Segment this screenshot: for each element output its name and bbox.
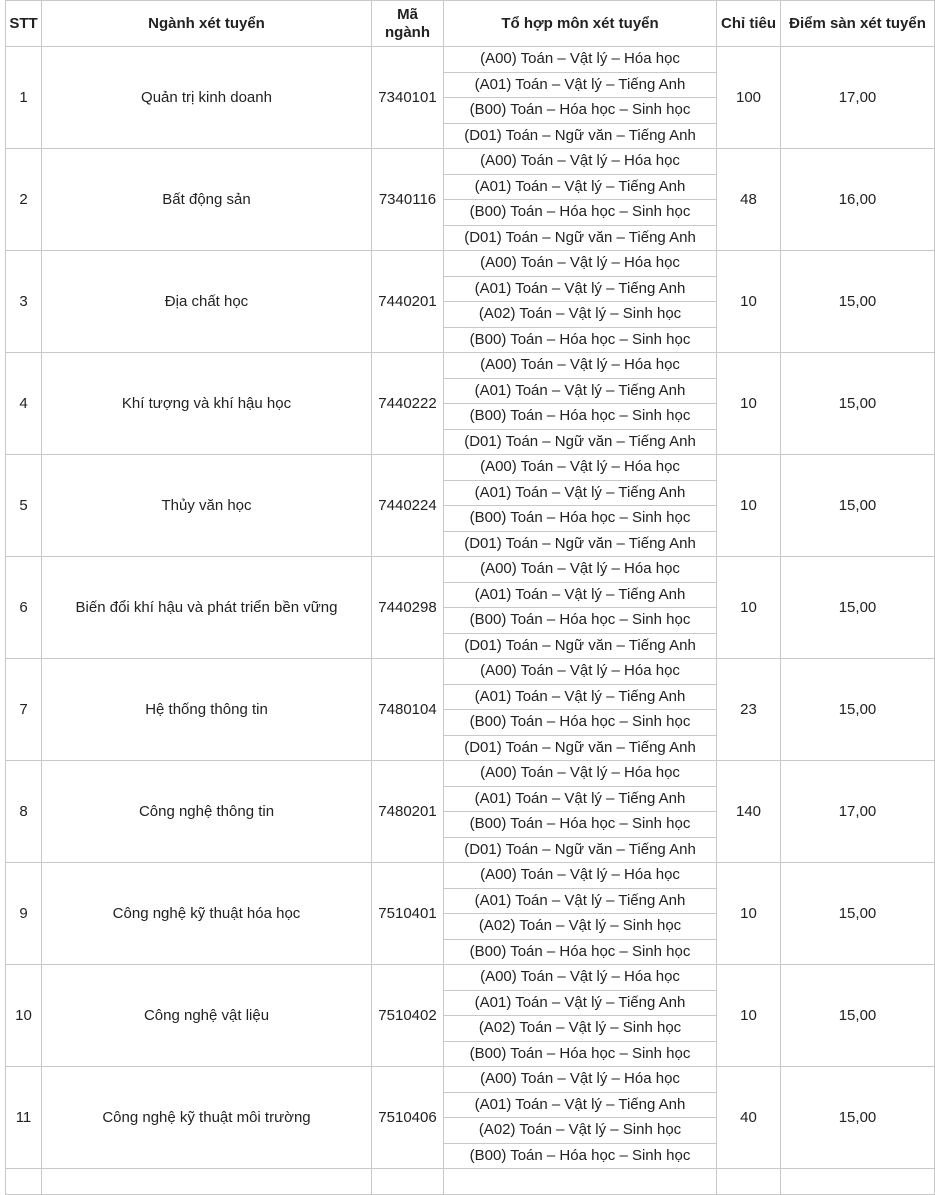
cell-min-score: 15,00 [781, 353, 935, 455]
cell-major-name: Công nghệ kỹ thuật hóa học [42, 863, 372, 965]
header-min-score: Điểm sàn xét tuyển [781, 1, 935, 47]
cell-major-name: Hệ thống thông tin [42, 659, 372, 761]
cell-combination: (B00) Toán – Hóa học – Sinh học [444, 506, 717, 532]
cell-combination: (A00) Toán – Vật lý – Hóa học [444, 47, 717, 73]
cell-combination: (A00) Toán – Vật lý – Hóa học [444, 149, 717, 175]
header-major: Ngành xét tuyển [42, 1, 372, 47]
table-body [6, 47, 935, 1195]
cell-major-code: 7440298 [372, 557, 444, 659]
cell-combination: (A00) Toán – Vật lý – Hóa học [444, 659, 717, 685]
cell-major-code: 7480201 [372, 761, 444, 863]
cell-stt: 10 [6, 965, 42, 1067]
cell-combination: (B00) Toán – Hóa học – Sinh học [444, 98, 717, 124]
cell-stt: 7 [6, 659, 42, 761]
cell-combination: (B00) Toán – Hóa học – Sinh học [444, 608, 717, 634]
table-row [6, 557, 935, 583]
cell-combination: (A01) Toán – Vật lý – Tiếng Anh [444, 990, 717, 1016]
cell-quota: 10 [717, 251, 781, 353]
cell-quota: 10 [717, 353, 781, 455]
cell-combination: (B00) Toán – Hóa học – Sinh học [444, 327, 717, 353]
cell-major-code: 7510406 [372, 1067, 444, 1169]
table-row [6, 965, 935, 991]
table-row [6, 47, 935, 73]
cell-major-code: 7510402 [372, 965, 444, 1067]
cell-major-name: Công nghệ kỹ thuật môi trường [42, 1067, 372, 1169]
cell-empty [781, 1169, 935, 1195]
cell-combination: (B00) Toán – Hóa học – Sinh học [444, 939, 717, 965]
cell-combination: (D01) Toán – Ngữ văn – Tiếng Anh [444, 429, 717, 455]
cell-quota: 10 [717, 863, 781, 965]
table-row [6, 659, 935, 685]
cell-combination: (A01) Toán – Vật lý – Tiếng Anh [444, 786, 717, 812]
cell-combination: (A01) Toán – Vật lý – Tiếng Anh [444, 174, 717, 200]
cell-quota: 48 [717, 149, 781, 251]
cell-combination: (D01) Toán – Ngữ văn – Tiếng Anh [444, 123, 717, 149]
cell-min-score: 15,00 [781, 659, 935, 761]
cell-combination: (D01) Toán – Ngữ văn – Tiếng Anh [444, 531, 717, 557]
cell-min-score: 17,00 [781, 761, 935, 863]
cell-combination: (B00) Toán – Hóa học – Sinh học [444, 1143, 717, 1169]
header-row [6, 1, 935, 47]
cell-combination: (D01) Toán – Ngữ văn – Tiếng Anh [444, 735, 717, 761]
cell-combination: (A02) Toán – Vật lý – Sinh học [444, 1118, 717, 1144]
table-row [6, 353, 935, 379]
table-row [6, 455, 935, 481]
cell-empty [372, 1169, 444, 1195]
cell-major-name: Khí tượng và khí hậu học [42, 353, 372, 455]
cell-combination: (A00) Toán – Vật lý – Hóa học [444, 965, 717, 991]
cell-combination: (A01) Toán – Vật lý – Tiếng Anh [444, 480, 717, 506]
cell-combination: (B00) Toán – Hóa học – Sinh học [444, 404, 717, 430]
header-code-line2: ngành [385, 23, 430, 41]
cell-quota: 23 [717, 659, 781, 761]
cell-combination: (A00) Toán – Vật lý – Hóa học [444, 455, 717, 481]
cell-major-code: 7440222 [372, 353, 444, 455]
cell-combination: (A01) Toán – Vật lý – Tiếng Anh [444, 378, 717, 404]
cell-combination: (A01) Toán – Vật lý – Tiếng Anh [444, 72, 717, 98]
cell-quota: 100 [717, 47, 781, 149]
cell-stt: 2 [6, 149, 42, 251]
cell-combination: (A02) Toán – Vật lý – Sinh học [444, 914, 717, 940]
cell-min-score: 15,00 [781, 251, 935, 353]
cell-combination: (B00) Toán – Hóa học – Sinh học [444, 812, 717, 838]
cell-quota: 10 [717, 965, 781, 1067]
table-row [6, 149, 935, 175]
header-quota: Chỉ tiêu [717, 1, 781, 47]
cell-empty [6, 1169, 42, 1195]
cell-combination: (A00) Toán – Vật lý – Hóa học [444, 251, 717, 277]
cell-combination: (A01) Toán – Vật lý – Tiếng Anh [444, 1092, 717, 1118]
cell-empty [717, 1169, 781, 1195]
cell-combination: (A01) Toán – Vật lý – Tiếng Anh [444, 684, 717, 710]
cell-major-name: Bất động sản [42, 149, 372, 251]
cell-combination: (A01) Toán – Vật lý – Tiếng Anh [444, 582, 717, 608]
cell-quota: 40 [717, 1067, 781, 1169]
cell-min-score: 15,00 [781, 863, 935, 965]
header-code [372, 1, 444, 47]
cell-combination: (A00) Toán – Vật lý – Hóa học [444, 863, 717, 889]
table-row-partial [6, 1169, 935, 1195]
cell-min-score: 15,00 [781, 557, 935, 659]
cell-combination: (B00) Toán – Hóa học – Sinh học [444, 200, 717, 226]
cell-major-code: 7480104 [372, 659, 444, 761]
cell-major-name: Quản trị kinh doanh [42, 47, 372, 149]
table-row [6, 863, 935, 889]
cell-combination: (A00) Toán – Vật lý – Hóa học [444, 353, 717, 379]
cell-combination: (A01) Toán – Vật lý – Tiếng Anh [444, 888, 717, 914]
cell-combination: (A02) Toán – Vật lý – Sinh học [444, 302, 717, 328]
table-row [6, 251, 935, 277]
cell-stt: 6 [6, 557, 42, 659]
cell-min-score: 16,00 [781, 149, 935, 251]
cell-combination: (A00) Toán – Vật lý – Hóa học [444, 557, 717, 583]
cell-combination: (B00) Toán – Hóa học – Sinh học [444, 710, 717, 736]
cell-stt: 9 [6, 863, 42, 965]
cell-stt: 1 [6, 47, 42, 149]
cell-major-code: 7340101 [372, 47, 444, 149]
cell-major-code: 7340116 [372, 149, 444, 251]
cell-stt: 11 [6, 1067, 42, 1169]
cell-major-name: Thủy văn học [42, 455, 372, 557]
cell-combination: (A00) Toán – Vật lý – Hóa học [444, 761, 717, 787]
cell-major-code: 7440201 [372, 251, 444, 353]
cell-major-name: Công nghệ vật liệu [42, 965, 372, 1067]
cell-stt: 8 [6, 761, 42, 863]
cell-min-score: 15,00 [781, 455, 935, 557]
cell-empty [444, 1169, 717, 1195]
cell-major-name: Công nghệ thông tin [42, 761, 372, 863]
header-combination: Tổ hợp môn xét tuyển [444, 1, 717, 47]
cell-major-code: 7510401 [372, 863, 444, 965]
cell-min-score: 15,00 [781, 965, 935, 1067]
cell-major-name: Biến đổi khí hậu và phát triển bền vững [42, 557, 372, 659]
cell-major-code: 7440224 [372, 455, 444, 557]
cell-empty [42, 1169, 372, 1195]
cell-combination: (A01) Toán – Vật lý – Tiếng Anh [444, 276, 717, 302]
cell-quota: 140 [717, 761, 781, 863]
table-row [6, 1067, 935, 1093]
cell-quota: 10 [717, 557, 781, 659]
cell-quota: 10 [717, 455, 781, 557]
cell-min-score: 15,00 [781, 1067, 935, 1169]
cell-combination: (B00) Toán – Hóa học – Sinh học [444, 1041, 717, 1067]
header-code-line1: Mã [397, 5, 418, 23]
admission-table [5, 0, 935, 1195]
cell-combination: (D01) Toán – Ngữ văn – Tiếng Anh [444, 633, 717, 659]
cell-min-score: 17,00 [781, 47, 935, 149]
cell-combination: (D01) Toán – Ngữ văn – Tiếng Anh [444, 225, 717, 251]
table-row [6, 761, 935, 787]
cell-major-name: Địa chất học [42, 251, 372, 353]
cell-stt: 4 [6, 353, 42, 455]
cell-stt: 5 [6, 455, 42, 557]
header-stt: STT [6, 1, 42, 47]
cell-combination: (A02) Toán – Vật lý – Sinh học [444, 1016, 717, 1042]
cell-stt: 3 [6, 251, 42, 353]
cell-combination: (A00) Toán – Vật lý – Hóa học [444, 1067, 717, 1093]
cell-combination: (D01) Toán – Ngữ văn – Tiếng Anh [444, 837, 717, 863]
